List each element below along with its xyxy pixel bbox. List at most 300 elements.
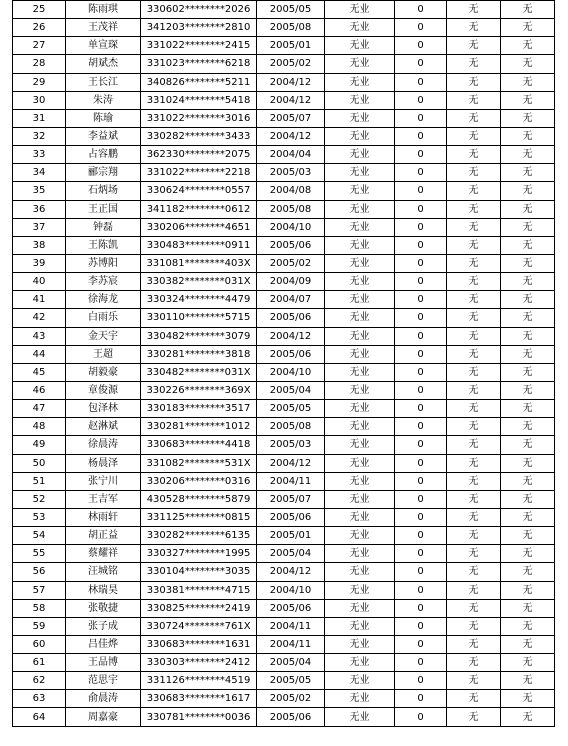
- cell-name: 李苏宸: [66, 273, 141, 291]
- cell-occupation: 无业: [325, 436, 395, 454]
- cell-index: 62: [13, 672, 66, 690]
- cell-occupation: 无业: [325, 527, 395, 545]
- cell-id-number: 330683********1631: [141, 635, 257, 653]
- cell-flag-b: 无: [501, 400, 555, 418]
- cell-date: 2004/12: [257, 454, 325, 472]
- cell-count: 0: [395, 291, 447, 309]
- cell-name: 钟磊: [66, 218, 141, 236]
- cell-date: 2005/07: [257, 109, 325, 127]
- cell-index: 35: [13, 182, 66, 200]
- cell-count: 0: [395, 218, 447, 236]
- cell-count: 0: [395, 363, 447, 381]
- cell-flag-a: 无: [447, 254, 501, 272]
- cell-index: 36: [13, 200, 66, 218]
- cell-index: 61: [13, 654, 66, 672]
- cell-name: 王吉军: [66, 490, 141, 508]
- table-row: [13, 400, 555, 418]
- table-row: [13, 309, 555, 327]
- table-row: [13, 563, 555, 581]
- cell-id-number: 330781********0036: [141, 708, 257, 726]
- cell-date: 2004/07: [257, 291, 325, 309]
- cell-date: 2005/02: [257, 254, 325, 272]
- table-row: [13, 418, 555, 436]
- cell-name: 王陈凯: [66, 236, 141, 254]
- table-row: [13, 37, 555, 55]
- cell-count: 0: [395, 182, 447, 200]
- cell-index: 58: [13, 599, 66, 617]
- document-page: [12, 0, 554, 727]
- cell-flag-a: 无: [447, 472, 501, 490]
- table-row: [13, 436, 555, 454]
- cell-count: 0: [395, 146, 447, 164]
- cell-flag-b: 无: [501, 109, 555, 127]
- table-row: [13, 182, 555, 200]
- cell-name: 白雨乐: [66, 309, 141, 327]
- table-row: [13, 490, 555, 508]
- cell-count: 0: [395, 55, 447, 73]
- cell-flag-b: 无: [501, 527, 555, 545]
- cell-index: 43: [13, 327, 66, 345]
- table-row: [13, 218, 555, 236]
- cell-count: 0: [395, 563, 447, 581]
- cell-name: 徐海龙: [66, 291, 141, 309]
- cell-date: 2005/04: [257, 545, 325, 563]
- cell-flag-b: 无: [501, 490, 555, 508]
- cell-index: 49: [13, 436, 66, 454]
- cell-flag-a: 无: [447, 109, 501, 127]
- cell-id-number: 341182********0612: [141, 200, 257, 218]
- cell-flag-b: 无: [501, 508, 555, 526]
- cell-index: 57: [13, 581, 66, 599]
- cell-index: 59: [13, 617, 66, 635]
- cell-flag-a: 无: [447, 164, 501, 182]
- cell-occupation: 无业: [325, 454, 395, 472]
- cell-flag-b: 无: [501, 254, 555, 272]
- table-row: [13, 55, 555, 73]
- table-row: [13, 363, 555, 381]
- cell-occupation: 无业: [325, 236, 395, 254]
- cell-count: 0: [395, 527, 447, 545]
- cell-flag-a: 无: [447, 527, 501, 545]
- cell-name: 赵淋斌: [66, 418, 141, 436]
- cell-occupation: 无业: [325, 91, 395, 109]
- cell-name: 王长江: [66, 73, 141, 91]
- cell-flag-b: 无: [501, 127, 555, 145]
- table-row: [13, 635, 555, 653]
- table-row: [13, 508, 555, 526]
- cell-flag-b: 无: [501, 200, 555, 218]
- cell-count: 0: [395, 381, 447, 399]
- roster-table: [12, 0, 555, 727]
- cell-flag-b: 无: [501, 545, 555, 563]
- cell-flag-b: 无: [501, 218, 555, 236]
- cell-id-number: 341203********2810: [141, 19, 257, 37]
- cell-flag-b: 无: [501, 19, 555, 37]
- cell-date: 2005/06: [257, 309, 325, 327]
- cell-occupation: 无业: [325, 617, 395, 635]
- cell-flag-a: 无: [447, 345, 501, 363]
- cell-id-number: 331126********4519: [141, 672, 257, 690]
- table-row: [13, 708, 555, 726]
- cell-count: 0: [395, 617, 447, 635]
- cell-flag-b: 无: [501, 273, 555, 291]
- cell-flag-a: 无: [447, 708, 501, 726]
- cell-flag-a: 无: [447, 327, 501, 345]
- cell-index: 46: [13, 381, 66, 399]
- cell-flag-a: 无: [447, 363, 501, 381]
- cell-flag-a: 无: [447, 635, 501, 653]
- cell-flag-a: 无: [447, 508, 501, 526]
- cell-occupation: 无业: [325, 381, 395, 399]
- cell-id-number: 330825********2419: [141, 599, 257, 617]
- cell-flag-a: 无: [447, 654, 501, 672]
- cell-id-number: 330482********031X: [141, 363, 257, 381]
- cell-id-number: 330282********6135: [141, 527, 257, 545]
- cell-date: 2005/06: [257, 236, 325, 254]
- cell-count: 0: [395, 109, 447, 127]
- cell-name: 张敬捷: [66, 599, 141, 617]
- table-row: [13, 109, 555, 127]
- cell-id-number: 330382********031X: [141, 273, 257, 291]
- cell-flag-a: 无: [447, 418, 501, 436]
- cell-count: 0: [395, 273, 447, 291]
- table-row: [13, 1, 555, 19]
- cell-name: 包泽林: [66, 400, 141, 418]
- cell-index: 64: [13, 708, 66, 726]
- table-row: [13, 273, 555, 291]
- cell-index: 40: [13, 273, 66, 291]
- cell-flag-b: 无: [501, 690, 555, 708]
- cell-count: 0: [395, 654, 447, 672]
- cell-flag-a: 无: [447, 91, 501, 109]
- cell-name: 石炳场: [66, 182, 141, 200]
- cell-flag-a: 无: [447, 73, 501, 91]
- cell-flag-b: 无: [501, 236, 555, 254]
- cell-flag-b: 无: [501, 345, 555, 363]
- cell-flag-b: 无: [501, 327, 555, 345]
- cell-id-number: 330683********4418: [141, 436, 257, 454]
- cell-flag-a: 无: [447, 236, 501, 254]
- cell-flag-b: 无: [501, 1, 555, 19]
- cell-id-number: 331024********5418: [141, 91, 257, 109]
- cell-index: 48: [13, 418, 66, 436]
- cell-count: 0: [395, 327, 447, 345]
- cell-occupation: 无业: [325, 490, 395, 508]
- cell-date: 2005/01: [257, 37, 325, 55]
- cell-index: 38: [13, 236, 66, 254]
- cell-index: 41: [13, 291, 66, 309]
- cell-occupation: 无业: [325, 200, 395, 218]
- cell-occupation: 无业: [325, 472, 395, 490]
- cell-name: 杨晨泽: [66, 454, 141, 472]
- cell-flag-a: 无: [447, 563, 501, 581]
- cell-occupation: 无业: [325, 400, 395, 418]
- table-row: [13, 454, 555, 472]
- cell-index: 25: [13, 1, 66, 19]
- cell-count: 0: [395, 37, 447, 55]
- cell-name: 王超: [66, 345, 141, 363]
- cell-name: 金天宇: [66, 327, 141, 345]
- cell-name: 王茂祥: [66, 19, 141, 37]
- cell-flag-b: 无: [501, 599, 555, 617]
- cell-count: 0: [395, 309, 447, 327]
- table-row: [13, 200, 555, 218]
- table-row: [13, 127, 555, 145]
- cell-name: 王品博: [66, 654, 141, 672]
- table-row: [13, 690, 555, 708]
- cell-occupation: 无业: [325, 73, 395, 91]
- table-row: [13, 581, 555, 599]
- cell-flag-b: 无: [501, 472, 555, 490]
- cell-name: 俞晨涛: [66, 690, 141, 708]
- cell-index: 37: [13, 218, 66, 236]
- cell-count: 0: [395, 200, 447, 218]
- table-row: [13, 146, 555, 164]
- table-row: [13, 381, 555, 399]
- cell-flag-b: 无: [501, 418, 555, 436]
- cell-flag-b: 无: [501, 581, 555, 599]
- cell-flag-a: 无: [447, 672, 501, 690]
- cell-index: 32: [13, 127, 66, 145]
- cell-count: 0: [395, 418, 447, 436]
- cell-id-number: 331022********3016: [141, 109, 257, 127]
- cell-id-number: 430528********5879: [141, 490, 257, 508]
- cell-flag-a: 无: [447, 490, 501, 508]
- table-row: [13, 327, 555, 345]
- cell-count: 0: [395, 400, 447, 418]
- cell-name: 李益斌: [66, 127, 141, 145]
- cell-occupation: 无业: [325, 345, 395, 363]
- table-row: [13, 291, 555, 309]
- cell-flag-a: 无: [447, 37, 501, 55]
- cell-occupation: 无业: [325, 635, 395, 653]
- cell-count: 0: [395, 236, 447, 254]
- table-row: [13, 672, 555, 690]
- cell-occupation: 无业: [325, 37, 395, 55]
- cell-flag-a: 无: [447, 309, 501, 327]
- cell-count: 0: [395, 490, 447, 508]
- cell-flag-a: 无: [447, 200, 501, 218]
- cell-name: 吕佳烨: [66, 635, 141, 653]
- cell-occupation: 无业: [325, 291, 395, 309]
- cell-index: 39: [13, 254, 66, 272]
- cell-id-number: 362330********2075: [141, 146, 257, 164]
- cell-flag-b: 无: [501, 309, 555, 327]
- cell-flag-b: 无: [501, 563, 555, 581]
- cell-occupation: 无业: [325, 563, 395, 581]
- cell-date: 2005/02: [257, 55, 325, 73]
- cell-date: 2004/04: [257, 146, 325, 164]
- cell-flag-a: 无: [447, 454, 501, 472]
- cell-id-number: 340826********5211: [141, 73, 257, 91]
- table-row: [13, 236, 555, 254]
- cell-date: 2005/03: [257, 164, 325, 182]
- cell-date: 2004/12: [257, 91, 325, 109]
- cell-name: 单宣琛: [66, 37, 141, 55]
- cell-index: 54: [13, 527, 66, 545]
- cell-date: 2004/09: [257, 273, 325, 291]
- cell-flag-a: 无: [447, 146, 501, 164]
- cell-flag-b: 无: [501, 617, 555, 635]
- cell-occupation: 无业: [325, 363, 395, 381]
- cell-occupation: 无业: [325, 19, 395, 37]
- cell-occupation: 无业: [325, 545, 395, 563]
- cell-id-number: 330110********5715: [141, 309, 257, 327]
- cell-id-number: 331082********531X: [141, 454, 257, 472]
- cell-count: 0: [395, 436, 447, 454]
- cell-count: 0: [395, 508, 447, 526]
- cell-id-number: 330381********4715: [141, 581, 257, 599]
- cell-index: 50: [13, 454, 66, 472]
- cell-occupation: 无业: [325, 418, 395, 436]
- cell-occupation: 无业: [325, 599, 395, 617]
- cell-date: 2005/04: [257, 654, 325, 672]
- table-row: [13, 254, 555, 272]
- cell-date: 2005/06: [257, 345, 325, 363]
- cell-flag-a: 无: [447, 19, 501, 37]
- cell-occupation: 无业: [325, 273, 395, 291]
- cell-date: 2005/04: [257, 381, 325, 399]
- table-row: [13, 545, 555, 563]
- cell-id-number: 331022********2415: [141, 37, 257, 55]
- cell-date: 2005/06: [257, 508, 325, 526]
- cell-flag-a: 无: [447, 400, 501, 418]
- table-row: [13, 617, 555, 635]
- cell-name: 胡毅豪: [66, 363, 141, 381]
- table-row: [13, 599, 555, 617]
- cell-flag-b: 无: [501, 291, 555, 309]
- cell-date: 2004/12: [257, 327, 325, 345]
- cell-count: 0: [395, 472, 447, 490]
- cell-date: 2005/08: [257, 418, 325, 436]
- cell-flag-a: 无: [447, 545, 501, 563]
- cell-count: 0: [395, 635, 447, 653]
- cell-occupation: 无业: [325, 708, 395, 726]
- cell-occupation: 无业: [325, 218, 395, 236]
- cell-name: 汪城铭: [66, 563, 141, 581]
- cell-occupation: 无业: [325, 690, 395, 708]
- cell-date: 2004/10: [257, 581, 325, 599]
- table-row: [13, 472, 555, 490]
- cell-name: 王正国: [66, 200, 141, 218]
- cell-id-number: 330683********1617: [141, 690, 257, 708]
- cell-date: 2004/11: [257, 472, 325, 490]
- table-row: [13, 527, 555, 545]
- cell-date: 2005/05: [257, 672, 325, 690]
- cell-date: 2004/12: [257, 127, 325, 145]
- cell-id-number: 330281********1012: [141, 418, 257, 436]
- cell-date: 2005/08: [257, 19, 325, 37]
- cell-index: 33: [13, 146, 66, 164]
- cell-flag-b: 无: [501, 55, 555, 73]
- cell-index: 44: [13, 345, 66, 363]
- cell-flag-a: 无: [447, 291, 501, 309]
- cell-name: 郦宗翔: [66, 164, 141, 182]
- cell-count: 0: [395, 19, 447, 37]
- cell-flag-a: 无: [447, 127, 501, 145]
- cell-index: 60: [13, 635, 66, 653]
- cell-name: 张子成: [66, 617, 141, 635]
- cell-id-number: 331022********2218: [141, 164, 257, 182]
- cell-occupation: 无业: [325, 164, 395, 182]
- cell-flag-b: 无: [501, 672, 555, 690]
- cell-index: 34: [13, 164, 66, 182]
- cell-flag-a: 无: [447, 436, 501, 454]
- cell-id-number: 331081********403X: [141, 254, 257, 272]
- cell-id-number: 330282********3433: [141, 127, 257, 145]
- cell-name: 范思宇: [66, 672, 141, 690]
- cell-name: 林瑞昊: [66, 581, 141, 599]
- cell-count: 0: [395, 73, 447, 91]
- cell-count: 0: [395, 708, 447, 726]
- table-row: [13, 91, 555, 109]
- cell-id-number: 330206********4651: [141, 218, 257, 236]
- cell-name: 徐晨涛: [66, 436, 141, 454]
- cell-flag-b: 无: [501, 708, 555, 726]
- cell-name: 林雨轩: [66, 508, 141, 526]
- cell-flag-a: 无: [447, 581, 501, 599]
- cell-id-number: 330482********3079: [141, 327, 257, 345]
- cell-date: 2004/11: [257, 617, 325, 635]
- cell-name: 张宁川: [66, 472, 141, 490]
- cell-id-number: 330724********761X: [141, 617, 257, 635]
- cell-occupation: 无业: [325, 146, 395, 164]
- cell-id-number: 330206********0316: [141, 472, 257, 490]
- cell-name: 朱涛: [66, 91, 141, 109]
- cell-occupation: 无业: [325, 581, 395, 599]
- cell-flag-a: 无: [447, 218, 501, 236]
- cell-count: 0: [395, 345, 447, 363]
- cell-flag-b: 无: [501, 436, 555, 454]
- cell-id-number: 330327********1995: [141, 545, 257, 563]
- cell-id-number: 330483********0911: [141, 236, 257, 254]
- table-row: [13, 345, 555, 363]
- cell-occupation: 无业: [325, 55, 395, 73]
- cell-flag-a: 无: [447, 617, 501, 635]
- cell-index: 51: [13, 472, 66, 490]
- cell-count: 0: [395, 454, 447, 472]
- cell-index: 26: [13, 19, 66, 37]
- cell-occupation: 无业: [325, 109, 395, 127]
- cell-flag-b: 无: [501, 182, 555, 200]
- cell-id-number: 331125********0815: [141, 508, 257, 526]
- cell-date: 2005/03: [257, 436, 325, 454]
- cell-index: 31: [13, 109, 66, 127]
- cell-occupation: 无业: [325, 327, 395, 345]
- cell-count: 0: [395, 599, 447, 617]
- cell-date: 2004/12: [257, 73, 325, 91]
- cell-count: 0: [395, 254, 447, 272]
- cell-flag-b: 无: [501, 146, 555, 164]
- cell-index: 53: [13, 508, 66, 526]
- cell-id-number: 330324********4479: [141, 291, 257, 309]
- table-row: [13, 73, 555, 91]
- cell-date: 2004/10: [257, 363, 325, 381]
- cell-flag-b: 无: [501, 654, 555, 672]
- cell-index: 28: [13, 55, 66, 73]
- cell-occupation: 无业: [325, 1, 395, 19]
- cell-id-number: 330183********3517: [141, 400, 257, 418]
- cell-occupation: 无业: [325, 254, 395, 272]
- cell-flag-a: 无: [447, 273, 501, 291]
- cell-index: 52: [13, 490, 66, 508]
- cell-index: 42: [13, 309, 66, 327]
- cell-index: 56: [13, 563, 66, 581]
- cell-id-number: 330104********3035: [141, 563, 257, 581]
- cell-flag-b: 无: [501, 164, 555, 182]
- cell-flag-a: 无: [447, 1, 501, 19]
- cell-name: 陈雨琪: [66, 1, 141, 19]
